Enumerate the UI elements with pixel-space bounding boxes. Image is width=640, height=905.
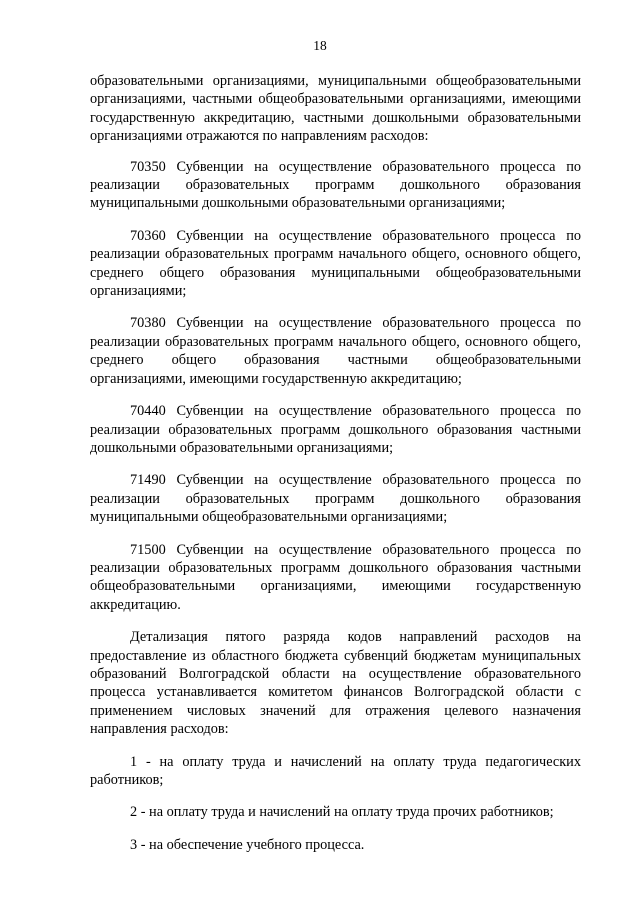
subsidy-paragraph-70360: 70360 Субвенции на осуществление образовательного процесса по реализации образовательных программ начального общего, основного общего, среднего общего образования муниципальными общеобразовательными организациями; — [90, 227, 581, 300]
subsidy-paragraph-71500: 71500 Субвенции на осуществление образовательного процесса по реализации образовательных программ дошкольного образования частными общеобразовательными организациями, имеющими государственную аккредитацию. — [90, 541, 581, 613]
detail-paragraph: Детализация пятого разряда кодов направлений расходов на предоставление из областного бюджета субвенций бюджетам муниципальных образований Волгоградской области на осуществление образовательного процесса устанавливается комитетом финансов Волгоградской области с применением числовых значений для отражения целевого назначения направления расходов: — [90, 629, 581, 738]
list-item: 2 - на оплату труда и начислений на оплату труда прочих работников; — [130, 804, 554, 821]
page-number: 18 — [313, 38, 327, 53]
list-item: 3 - на обеспечение учебного процесса. — [130, 836, 365, 853]
subsidy-paragraph-70350: 70350 Субвенции на осуществление образовательного процесса по реализации образовательных программ дошкольного образования муниципальными дошкольными образовательными организациями; — [90, 158, 581, 212]
list-item: 1 - на оплату труда и начислений на оплату труда педагогических работников; — [90, 753, 581, 788]
intro-paragraph: образовательными организациями, муниципальными общеобразовательными организациями, частными общеобразовательными организациями, имеющими государственную аккредитацию, частными дошкольными образовательными организациями отражаются по направлениям расходов: — [90, 73, 581, 145]
subsidy-paragraph-70380: 70380 Субвенции на осуществление образовательного процесса по реализации образовательных программ начального общего, основного общего, среднего общего образования частными общеобразовательными организациями, имеющими государственную аккредитацию; — [90, 315, 581, 387]
subsidy-paragraph-70440: 70440 Субвенции на осуществление образовательного процесса по реализации образовательных программ дошкольного образования частными дошкольными образовательными организациями; — [90, 403, 581, 456]
subsidy-paragraph-71490: 71490 Субвенции на осуществление образовательного процесса по реализации образовательных программ дошкольного образования муниципальными общеобразовательными организациями; — [90, 472, 581, 526]
document-body — [90, 72, 581, 868]
